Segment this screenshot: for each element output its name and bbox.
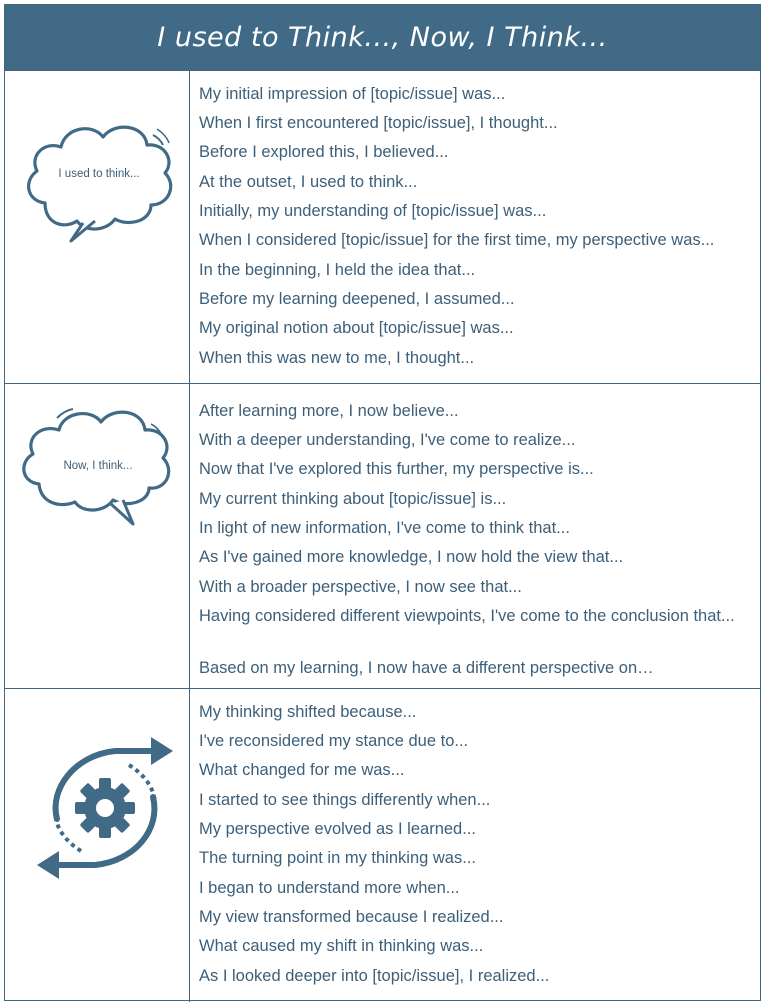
list-item: When this was new to me, I thought...: [199, 349, 475, 367]
list-item: With a deeper understanding, I've come to realize...: [199, 431, 576, 449]
list-item: When I first encountered [topic/issue], I thought...: [199, 114, 558, 132]
list-item: My thinking shifted because...: [199, 703, 417, 721]
list-item: My view transformed because I realized...: [199, 908, 504, 926]
list-item: I began to understand more when...: [199, 879, 460, 897]
list-item: The turning point in my thinking was...: [199, 849, 476, 867]
list-item: Based on my learning, I now have a different perspective on…: [199, 659, 654, 677]
list-item: In light of new information, I've come to think that...: [199, 519, 570, 537]
list-item: When I considered [topic/issue] for the first time, my perspective was...: [199, 231, 715, 249]
list-item: As I've gained more knowledge, I now hold the view that...: [199, 548, 624, 566]
list-item: Having considered different viewpoints, I've come to the conclusion that...: [199, 607, 735, 625]
list-item: What caused my shift in thinking was...: [199, 937, 484, 955]
list-item: I've reconsidered my stance due to...: [199, 732, 469, 750]
section-icon-cell: [5, 384, 190, 689]
list-item: Initially, my understanding of [topic/issue] was...: [199, 202, 547, 220]
list-item: Before my learning deepened, I assumed...: [199, 290, 515, 308]
list-item: My original notion about [topic/issue] was...: [199, 319, 514, 337]
section-icon-cell: [5, 689, 190, 1002]
list-item: What changed for me was...: [199, 761, 405, 779]
bubble-label: I used to think...: [58, 168, 140, 180]
list-item: I started to see things differently when...: [199, 791, 491, 809]
list-item: My current thinking about [topic/issue] is...: [199, 490, 507, 508]
list-item: With a broader perspective, I now see that...: [199, 578, 522, 596]
bubble-label: Now, I think...: [63, 460, 133, 472]
section-what-changed: [5, 688, 760, 1002]
list-item: Before I explored this, I believed...: [199, 143, 449, 161]
worksheet: [4, 4, 761, 1001]
list-item: My perspective evolved as I learned...: [199, 820, 476, 838]
thought-bubble-icon: [5, 71, 190, 384]
section-used-to-think: [5, 70, 760, 384]
section-icon-cell: [5, 71, 190, 384]
gear-cycle-icon: [5, 689, 190, 1002]
list-item: My initial impression of [topic/issue] was...: [199, 85, 506, 103]
thought-bubble-icon: [5, 384, 190, 689]
list-item: After learning more, I now believe...: [199, 402, 459, 420]
list-item: Now that I've explored this further, my perspective is...: [199, 460, 594, 478]
list-item: In the beginning, I held the idea that...: [199, 261, 476, 279]
list-item: As I looked deeper into [topic/issue], I realized...: [199, 967, 550, 985]
section-now-i-think: [5, 383, 760, 689]
page-title: I used to Think..., Now, I Think...: [5, 5, 760, 70]
list-item: At the outset, I used to think...: [199, 173, 418, 191]
